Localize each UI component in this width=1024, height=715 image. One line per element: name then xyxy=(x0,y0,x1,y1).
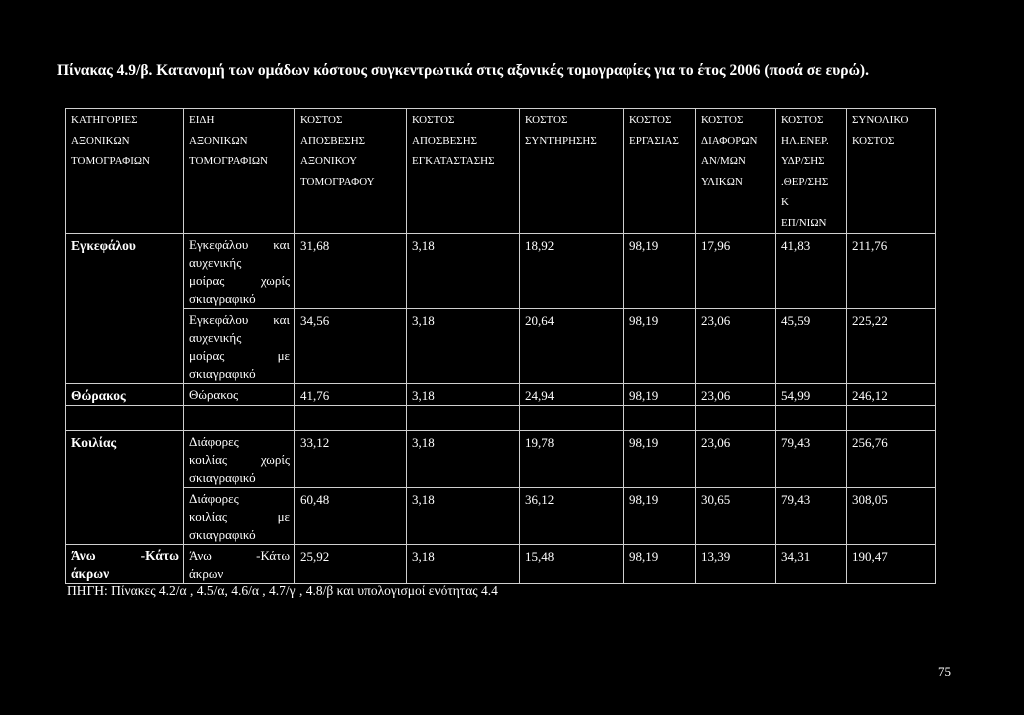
table-caption: Πίνακας 4.9/β. Κατανομή των ομάδων κόστους συγκεντρωτικά στις αξονικές τομογραφίες για το έτος 2006 (ποσά σε ευρώ). xyxy=(57,62,869,79)
value-cell: 23,06 xyxy=(696,431,776,488)
value-cell: 3,18 xyxy=(407,309,520,384)
value-cell: 20,64 xyxy=(520,309,624,384)
header-labour: ΚΟΣΤΟΣ ΕΡΓΑΣΙΑΣ xyxy=(624,109,696,234)
value-cell: 225,22 xyxy=(847,309,936,384)
header-types: ΕΙΔΗ ΑΞΟΝΙΚΩΝ ΤΟΜΟΓΡΑΦΙΩΝ xyxy=(184,109,295,234)
value-cell: 3,18 xyxy=(407,545,520,584)
table-row xyxy=(66,309,936,384)
value-cell: 31,68 xyxy=(295,234,407,309)
table-row xyxy=(66,234,936,309)
value-cell: 41,83 xyxy=(776,234,847,309)
page-number: 75 xyxy=(938,664,951,679)
category-abdomen: Κοιλίας xyxy=(66,431,184,545)
value-cell: 15,48 xyxy=(520,545,624,584)
value-cell: 98,19 xyxy=(624,431,696,488)
value-cell: 23,06 xyxy=(696,384,776,406)
value-cell: 246,12 xyxy=(847,384,936,406)
table-row xyxy=(66,488,936,545)
value-cell: 19,78 xyxy=(520,431,624,488)
value-cell: 256,76 xyxy=(847,431,936,488)
header-total: ΣΥΝΟΛΙΚΟ ΚΟΣΤΟΣ xyxy=(847,109,936,234)
value-cell: 54,99 xyxy=(776,384,847,406)
row-type: Άνω -Κάτω άκρων xyxy=(184,545,295,584)
value-cell: 98,19 xyxy=(624,545,696,584)
table-row xyxy=(66,431,936,488)
value-cell: 41,76 xyxy=(295,384,407,406)
row-type: Θώρακος xyxy=(184,384,295,406)
row-type: Διάφορες κοιλίας με σκιαγραφικό xyxy=(184,488,295,545)
value-cell: 34,31 xyxy=(776,545,847,584)
value-cell: 25,92 xyxy=(295,545,407,584)
value-cell: 98,19 xyxy=(624,234,696,309)
row-type: Εγκεφάλου και αυχενικής μοίρας με σκιαγραφικό xyxy=(184,309,295,384)
value-cell: 24,94 xyxy=(520,384,624,406)
value-cell: 18,92 xyxy=(520,234,624,309)
header-installation-depreciation: ΚΟΣΤΟΣ ΑΠΟΣΒΕΣΗΣ ΕΓΚΑΤΑΣΤΑΣΗΣ xyxy=(407,109,520,234)
value-cell: 3,18 xyxy=(407,488,520,545)
category-brain: Εγκεφάλου xyxy=(66,234,184,384)
value-cell: 190,47 xyxy=(847,545,936,584)
header-scanner-depreciation: ΚΟΣΤΟΣ ΑΠΟΣΒΕΣΗΣ ΑΞΟΝΙΚΟΥ ΤΟΜΟΓΡΑΦΟΥ xyxy=(295,109,407,234)
header-row xyxy=(66,109,936,234)
value-cell: 98,19 xyxy=(624,309,696,384)
header-maintenance: ΚΟΣΤΟΣ ΣΥΝΤΗΡΗΣΗΣ xyxy=(520,109,624,234)
value-cell: 308,05 xyxy=(847,488,936,545)
header-consumables: ΚΟΣΤΟΣ ΔΙΑΦΟΡΩΝ ΑΝ/ΜΩΝ ΥΛΙΚΩΝ xyxy=(696,109,776,234)
value-cell: 79,43 xyxy=(776,431,847,488)
value-cell: 3,18 xyxy=(407,384,520,406)
category-limbs: Άνω -Κάτω άκρων xyxy=(66,545,184,584)
source-note: ΠΗΓΗ: Πίνακες 4.2/α , 4.5/α, 4.6/α , 4.7/γ , 4.8/β και υπολογισμοί ενότητας 4.4 xyxy=(67,583,498,598)
value-cell: 60,48 xyxy=(295,488,407,545)
category-thorax: Θώρακος xyxy=(66,384,184,406)
row-type: Διάφορες κοιλίας χωρίς σκιαγραφικό xyxy=(184,431,295,488)
value-cell: 30,65 xyxy=(696,488,776,545)
table-row xyxy=(66,384,936,406)
value-cell: 34,56 xyxy=(295,309,407,384)
value-cell: 13,39 xyxy=(696,545,776,584)
table-row xyxy=(66,545,936,584)
header-utilities: ΚΟΣΤΟΣ ΗΛ.ΕΝΕΡ. ΥΔΡ/ΣΗΣ .ΘΕΡ/ΣΗΣ Κ ΕΠ/ΝΙΩΝ xyxy=(776,109,847,234)
cost-table xyxy=(65,108,936,584)
value-cell: 3,18 xyxy=(407,431,520,488)
value-cell: 79,43 xyxy=(776,488,847,545)
value-cell: 45,59 xyxy=(776,309,847,384)
value-cell: 98,19 xyxy=(624,488,696,545)
value-cell: 36,12 xyxy=(520,488,624,545)
value-cell: 3,18 xyxy=(407,234,520,309)
row-type: Εγκεφάλου και αυχενικής μοίρας χωρίς σκιαγραφικό xyxy=(184,234,295,309)
value-cell: 17,96 xyxy=(696,234,776,309)
value-cell: 33,12 xyxy=(295,431,407,488)
value-cell: 211,76 xyxy=(847,234,936,309)
header-categories: ΚΑΤΗΓΟΡΙΕΣ ΑΞΟΝΙΚΩΝ ΤΟΜΟΓΡΑΦΙΩΝ xyxy=(66,109,184,234)
spacer-row xyxy=(66,406,936,431)
value-cell: 98,19 xyxy=(624,384,696,406)
value-cell: 23,06 xyxy=(696,309,776,384)
